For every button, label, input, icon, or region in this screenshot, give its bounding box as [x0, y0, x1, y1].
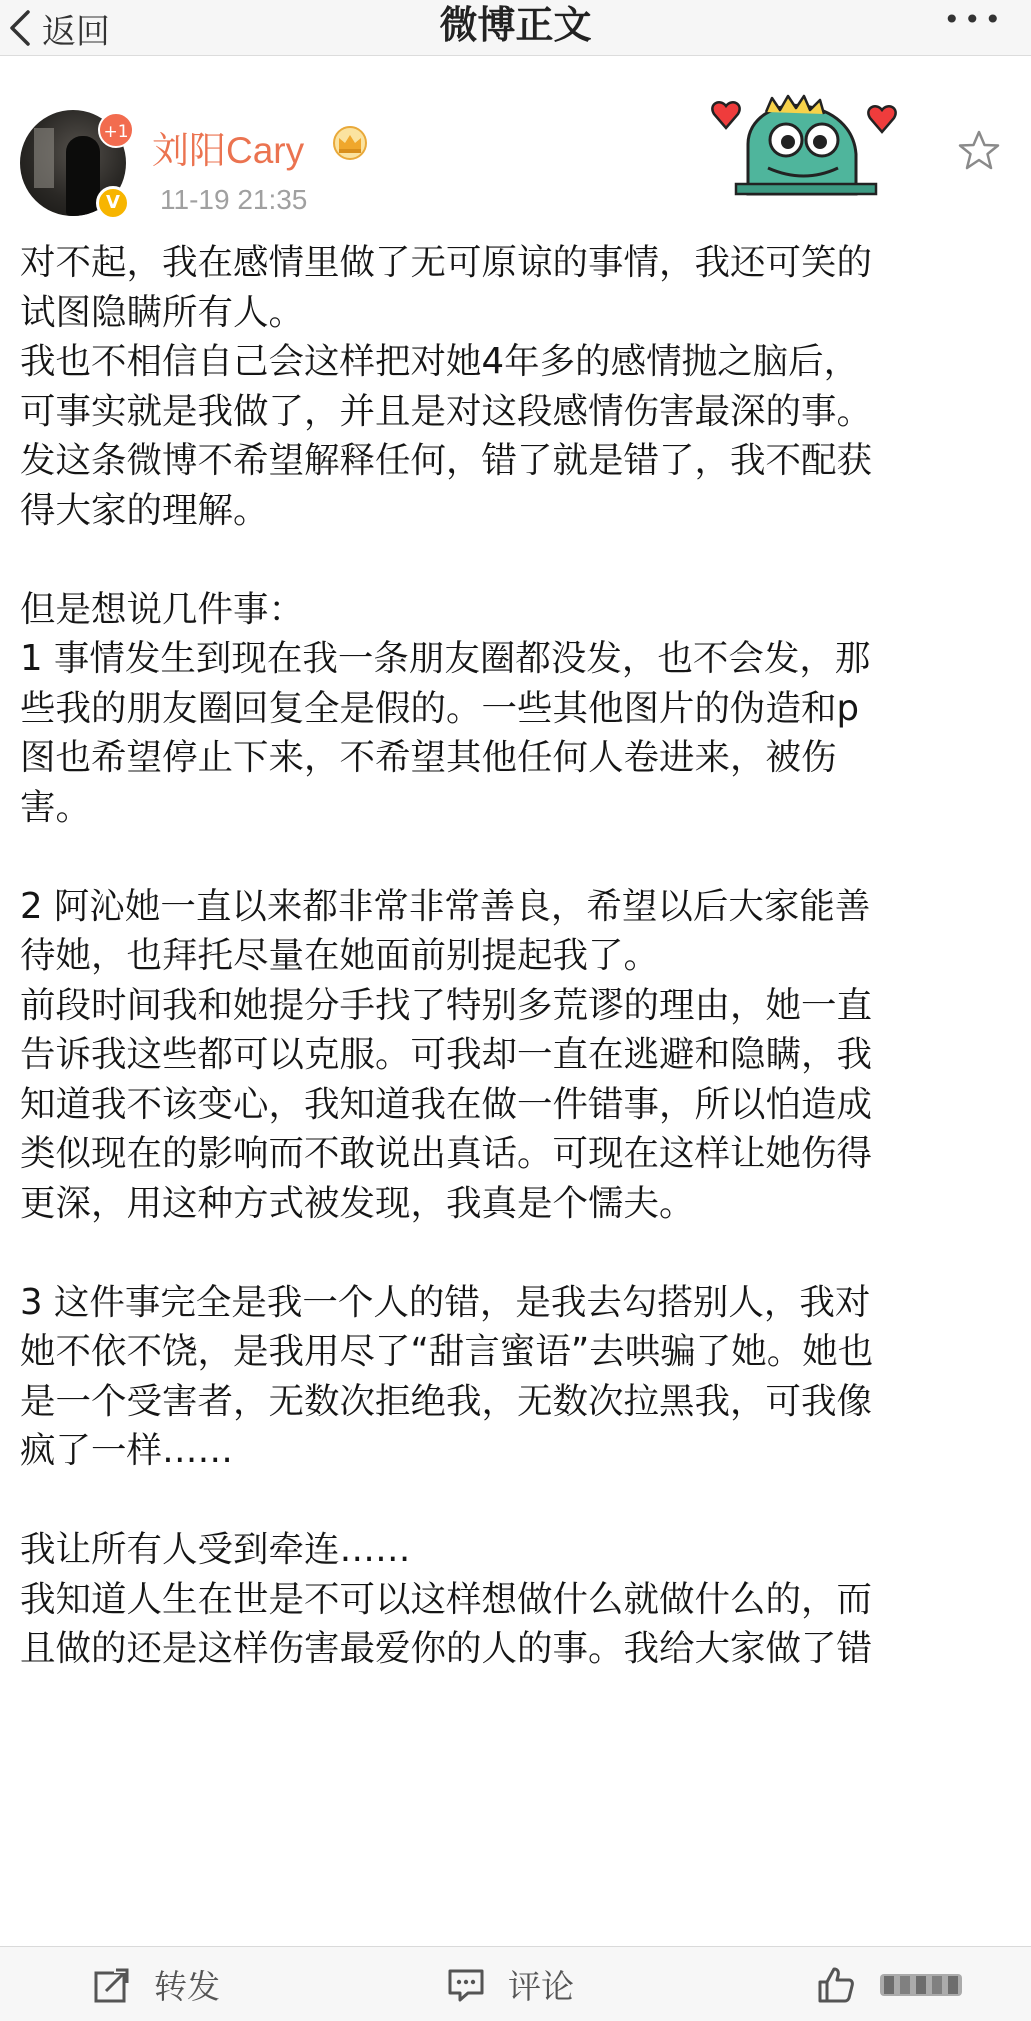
- post-text-line: 1 事情发生到现在我一条朋友圈都没发，也不会发，那: [20, 638, 871, 679]
- comment-label: 评论: [508, 1967, 574, 2006]
- paragraph-spacer: [20, 535, 1020, 585]
- post-text-line: 些我的朋友圈回复全是假的。一些其他图片的伪造和p: [20, 687, 860, 729]
- post-text-line: 3 这件事完全是我一个人的错，是我去勾搭别人，我对: [20, 1281, 871, 1323]
- post-text-line: 可事实就是我做了，并且是对这段感情伤害最深的事。: [20, 390, 873, 432]
- like-button[interactable]: [816, 1947, 964, 2021]
- post-text-line: 得大家的理解。: [20, 489, 269, 531]
- post-body: [20, 238, 1020, 1674]
- post-text-line: 害。: [20, 786, 92, 828]
- more-options-button[interactable]: [943, 3, 1005, 36]
- paragraph-spacer: [20, 1228, 1020, 1278]
- post-text-line: 我让所有人受到牵连……: [20, 1529, 411, 1570]
- avatar-figure: [66, 136, 100, 216]
- repost-label: 转发: [154, 1967, 220, 2006]
- avatar-plus-badge: +1: [98, 112, 134, 148]
- post-timestamp: 11-19 21:35: [160, 184, 308, 215]
- bottom-toolbar: [0, 1946, 1031, 2021]
- thumbs-up-icon: [816, 1965, 856, 2005]
- back-label: 返回: [42, 11, 110, 52]
- paragraph-spacer: [20, 1476, 1020, 1526]
- post-text-line: 更深，用这种方式被发现，我真是个懦夫。: [20, 1182, 695, 1224]
- post-text-line: 前段时间我和她提分手找了特别多荒谬的理由，她一直: [20, 984, 873, 1026]
- post-text-line: 我知道人生在世是不可以这样想做什么就做什么的，而: [20, 1578, 873, 1620]
- comment-button[interactable]: [446, 1947, 574, 2021]
- more-dots-icon: •••: [943, 3, 1005, 36]
- post-text-line: 试图隐瞒所有人。: [20, 291, 305, 333]
- post-header: [0, 58, 1031, 238]
- dinosaur-sticker-icon: [706, 84, 906, 204]
- author-name[interactable]: 刘阳Cary: [152, 130, 305, 171]
- post-text-line: 疯了一样……: [20, 1430, 234, 1471]
- verified-badge: V: [96, 186, 130, 220]
- post-text-line: 且做的还是这样伤害最爱你的人的事。我给大家做了错: [20, 1628, 873, 1669]
- post-text-line: 对不起，我在感情里做了无可原谅的事情，我还可笑的: [20, 242, 873, 283]
- post-text-line: 图也希望停止下来，不希望其他任何人卷进来，被伤: [20, 737, 837, 778]
- post-text-line: 我也不相信自己会这样把对她4年多的感情抛之脑后，: [20, 341, 860, 382]
- paragraph-spacer: [20, 832, 1020, 882]
- post-text-line: 类似现在的影响而不敢说出真话。可现在这样让她伤得: [20, 1133, 873, 1174]
- repost-icon: [92, 1965, 132, 2005]
- star-outline-icon[interactable]: [956, 128, 1002, 174]
- comment-icon: [446, 1965, 486, 2005]
- top-nav-bar: [0, 0, 1031, 56]
- post-text-line: 待她，也拜托尽量在她面前别提起我了。: [20, 935, 660, 976]
- page-title: 微博正文: [439, 3, 592, 47]
- post-text-line: 但是想说几件事：: [20, 588, 305, 630]
- post-text-line: 她不依不饶，是我用尽了“甜言蜜语”去哄骗了她。她也: [20, 1331, 874, 1372]
- post-text-line: 告诉我这些都可以克服。可我却一直在逃避和隐瞒，我: [20, 1034, 873, 1075]
- avatar-background: [34, 128, 54, 188]
- crown-icon: [330, 126, 370, 160]
- post-text-line: 是一个受害者，无数次拒绝我，无数次拉黑我，可我像: [20, 1380, 873, 1422]
- post-text-line: 知道我不该变心，我知道我在做一件错事，所以怕造成: [20, 1083, 873, 1125]
- repost-button[interactable]: [92, 1947, 220, 2021]
- like-count-blurred: [878, 1970, 964, 2000]
- post-text-line: 发这条微博不希望解释任何，错了就是错了，我不配获: [20, 440, 873, 481]
- post-text-line: 2 阿沁她一直以来都非常非常善良，希望以后大家能善: [20, 885, 871, 927]
